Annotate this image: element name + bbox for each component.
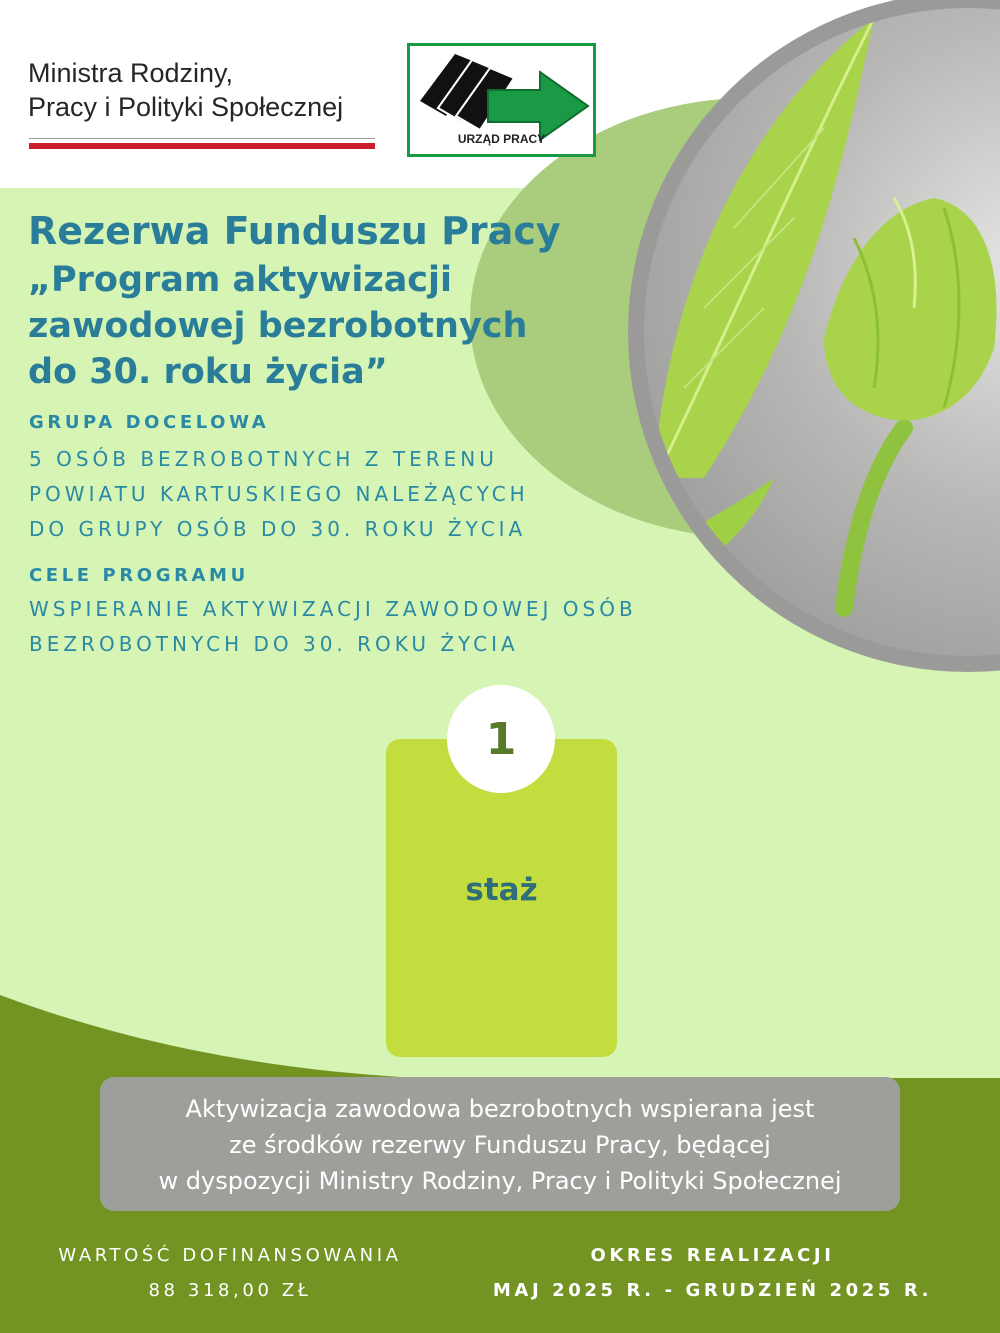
title-line-2: „Program aktywizacji [28,260,453,300]
period-value: MAJ 2025 R. - GRUDZIEŃ 2025 R. [492,1280,933,1301]
period-label: OKRES REALIZACJI [590,1245,835,1266]
step-label: staż [465,872,538,908]
title-line-4: do 30. roku życia” [28,352,388,392]
goals-text [29,592,637,662]
target-group-line: DO GRUPY OSÓB DO 30. ROKU ŻYCIA [29,517,527,541]
info-line: ze środków rezerwy Funduszu Pracy, będącej [229,1131,771,1159]
funding-value-block [20,1238,440,1308]
step-number-badge: 1 [447,685,555,793]
funding-label: WARTOŚĆ DOFINANSOWANIA [58,1245,402,1266]
urzad-pracy-logo-text: URZĄD PRACY [457,132,546,146]
info-line: w dyspozycji Ministry Rodziny, Pracy i Polityki Społecznej [158,1167,842,1195]
ministry-name [28,56,343,124]
target-group-text [29,442,529,547]
goals-line: BEZROBOTNYCH DO 30. ROKU ŻYCIA [29,632,519,656]
info-line: Aktywizacja zawodowa bezrobotnych wspierana jest [185,1095,815,1123]
goals-line: WSPIERANIE AKTYWIZACJI ZAWODOWEJ OSÓB [29,597,637,621]
implementation-period-block [470,1238,955,1308]
plant-bud-photo [644,8,1000,656]
urzad-pracy-logo [407,43,596,157]
goals-heading: CELE PROGRAMU [29,565,249,586]
funding-info-box [100,1077,900,1211]
target-group-heading: GRUPA DOCELOWA [29,412,270,433]
ministry-line-2: Pracy i Polityki Społecznej [28,92,344,122]
ministry-line-1: Ministra Rodziny, [28,58,234,88]
title-line-3: zawodowej bezrobotnych [28,306,528,346]
target-group-line: 5 OSÓB BEZROBOTNYCH Z TERENU [29,447,498,471]
ministry-flag-red-stripe [29,143,375,149]
title-line-1: Rezerwa Funduszu Pracy [28,209,561,253]
funding-value: 88 318,00 ZŁ [148,1280,312,1301]
ministry-flag-divider [29,138,375,139]
target-group-line: POWIATU KARTUSKIEGO NALEŻĄCYCH [29,482,529,506]
program-title [28,205,628,395]
